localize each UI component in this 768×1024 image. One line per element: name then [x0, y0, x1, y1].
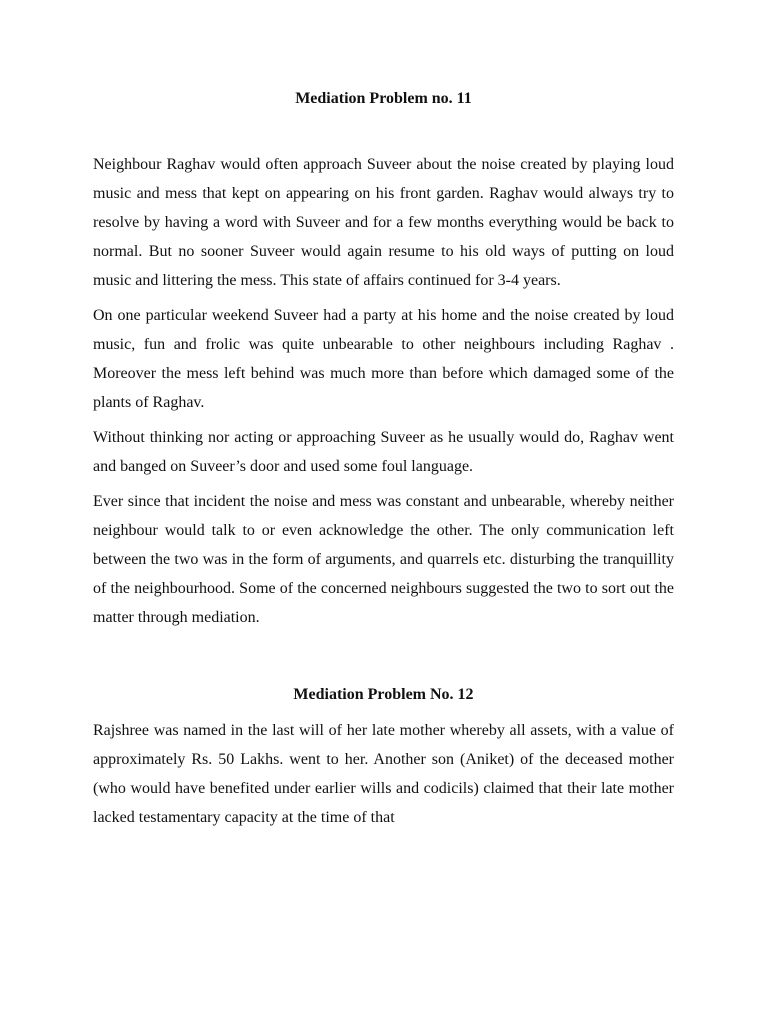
problem-11-paragraph-3: Without thinking nor acting or approaching Suveer as he usually would do, Raghav went and banged on Suveer’s door and used some foul language. — [93, 429, 674, 475]
problem-11-paragraph-1: Neighbour Raghav would often approach Suveer about the noise created by playing loud music and mess that kept on appearing on his front garden. Raghav would always try to resolve by having a word with Suveer and for a few months everything would be back to normal. But no sooner Suveer would again resume to his old ways of putting on loud music and littering the mess. This state of affairs continued for 3-4 years. — [93, 156, 674, 289]
document-content — [93, 88, 674, 838]
problem-11-title: Mediation Problem no. 11 — [295, 90, 472, 107]
problem-11-paragraph-2: On one particular weekend Suveer had a party at his home and the noise created by loud music, fun and frolic was quite unbearable to other neighbours including Raghav . Moreover the mess left behind was much more than before which damaged some of the plants of Raghav. — [93, 307, 674, 411]
problem-12-title: Mediation Problem No. 12 — [293, 686, 474, 703]
problem-12-paragraph-1: Rajshree was named in the last will of her late mother whereby all assets, with a value of approximately Rs. 50 Lakhs. went to her. Another son (Aniket) of the deceased mother (who would have benefited under earlier wills and codicils) claimed that their late mother lacked testamentary capacity at the time of that — [93, 722, 674, 826]
problem-11-paragraph-4: Ever since that incident the noise and mess was constant and unbearable, whereby neither neighbour would talk to or even acknowledge the other. The only communication left between the two was in the form of arguments, and quarrels etc. disturbing the tranquillity of the neighbourhood. Some of the concerned neighbours suggested the two to sort out the matter through mediation. — [93, 493, 674, 626]
